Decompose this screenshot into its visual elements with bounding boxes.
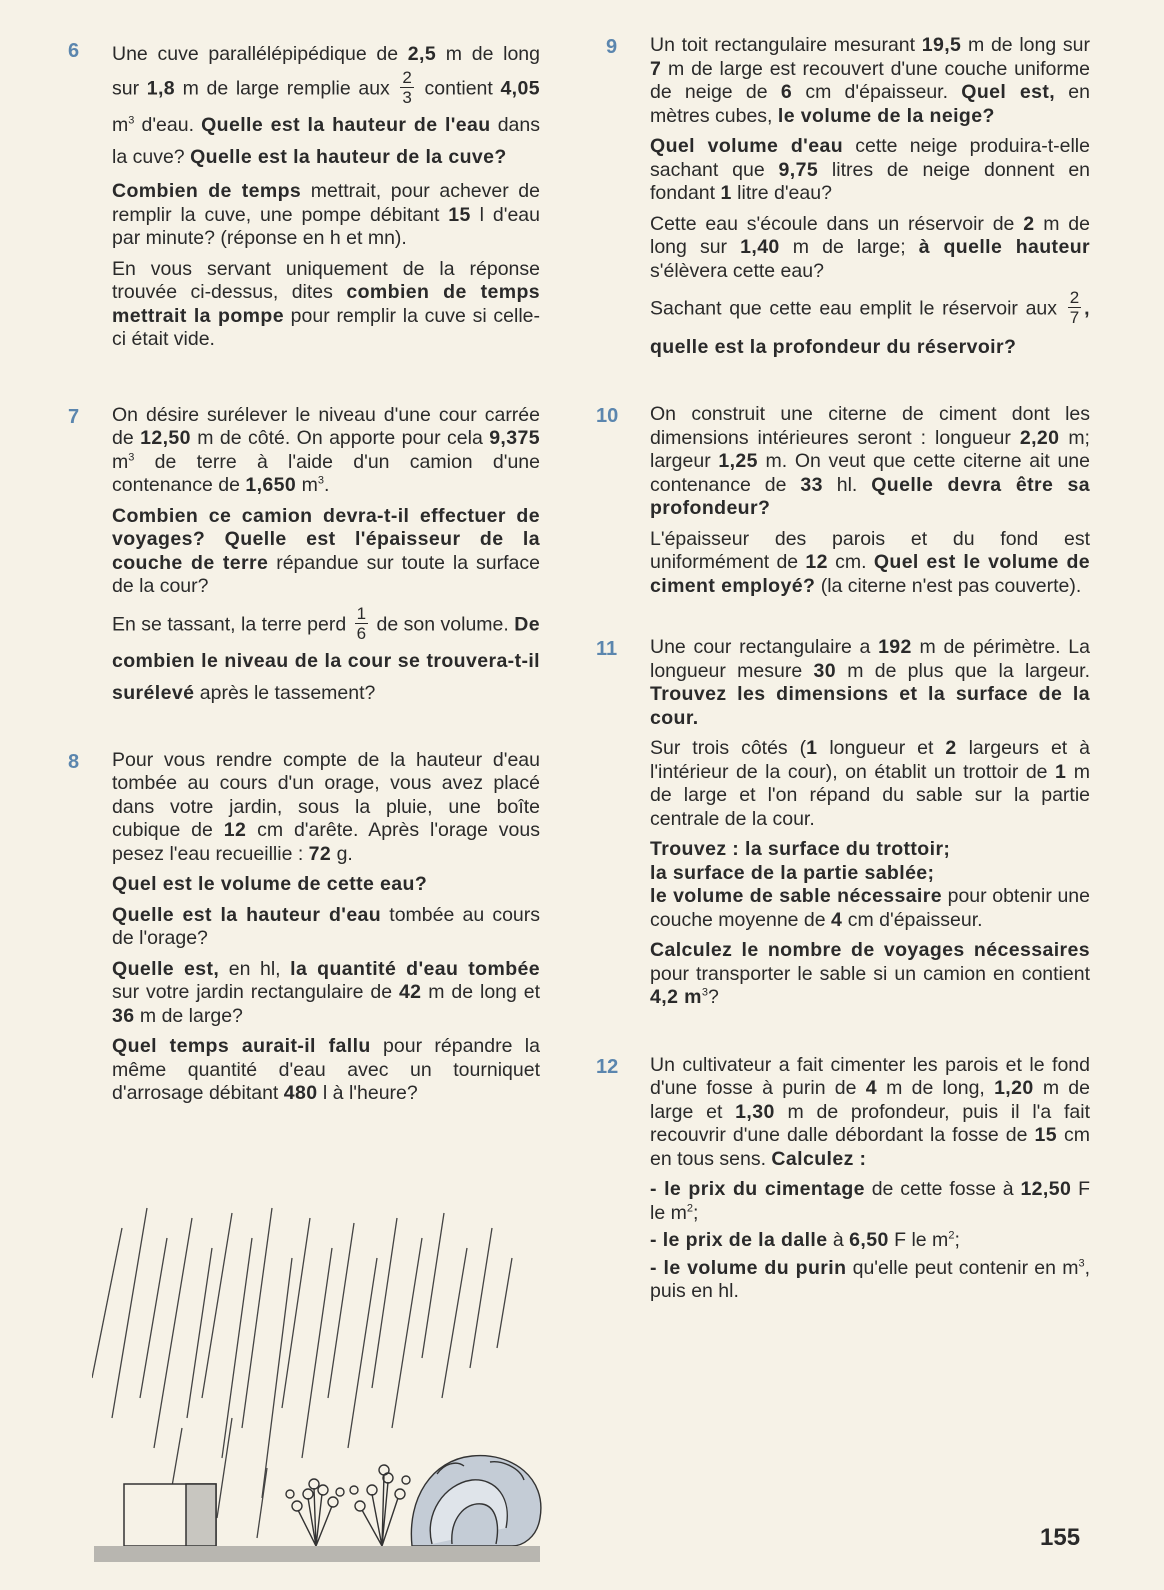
ground [94,1546,540,1562]
problem-paragraph: Sachant que cette eau emplit le réservoir aux $\frac{2}{7}$ , quelle est la profondeur du réservoir? [650,288,1090,358]
problem-number: 12 [596,1055,619,1078]
problem-paragraph: Une cour rectangulaire a 192 m de périmètre. La longueur mesure 30 m de plus que la largeur. Trouvez les dimensions et la surface de la cour. [650,636,1090,729]
problem-bullet: - le prix de la dalle à 6,50 F le $m^2$; [650,1229,960,1251]
page-number: 155 [1040,1524,1081,1551]
problem-number: 6 [68,40,80,62]
plant-2 [350,1465,410,1546]
problem-12 [596,1053,1090,1304]
cubic-box [124,1484,216,1546]
plant-1 [286,1479,344,1546]
problem-paragraph: Un toit rectangulaire mesurant 19,5 m de long sur 7 m de large est recouvert d'une couche uniforme de neige de 6 cm d'épaisseur. Quel est, en mètres cubes, le volume de la neige? [650,34,1090,127]
problem-9 [600,34,1090,365]
problem-paragraph: Une cuve parallélépipédique de 2,5 m de long sur 1,8 m de large remplie aux $\frac{2}{3}$ contient 4,05 $m^3$ d'eau. Quelle est la hauteur de l'eau dans la cuve? Quelle est la hauteur de la cuve? [112,43,540,168]
problem-paragraph: Trouvez : la surface du trottoir; la surface de la partie sablée; le volume de sable nécessaire pour obtenir une couche moyenne de 4 cm d'épaisseur. [650,838,1090,931]
problem-number: 11 [596,638,618,660]
problem-bullet: - le prix du cimentage de cette fosse à 12,50 F le $m^2$; [650,1178,1090,1224]
problem-paragraph: L'épaisseur des parois et du fond est uniformément de 12 cm. Quel est le volume de ciment employé? (la citerne n'est pas couverte). [650,527,1091,597]
problem-paragraph: Un cultivateur a fait cimenter les parois et le fond d'une fosse à purin de 4 m de long, 1,20 m de large et 1,30 m de profondeur, puis il l'a fait recouvrir d'une dalle débordant la fosse de 15 cm en tous sens. Calculez : [650,1053,1090,1170]
problem-paragraph: Quel temps aurait-il fallu pour répandre la même quantité d'eau avec un tourniquet d'arrosage débitant 480 l à l'heure? [112,1035,540,1104]
cabbage [411,1456,541,1546]
problem-paragraph: Pour vous rendre compte de la hauteur d'eau tombée au cours d'un orage, vous avez placé dans votre jardin, sous la pluie, une boîte cubique de 12 cm d'arête. Après l'orage vous pesez l'eau recueillie : 72 g. [112,748,540,865]
problem-bullet: - le volume du purin qu'elle peut contenir en $m^3$, puis en hl. [650,1256,1090,1302]
problem-number: 7 [68,405,80,428]
rain-garden-illustration [92,1198,552,1578]
problem-paragraph: Combien de temps mettrait, pour achever de remplir la cuve, une pompe débitant 15 l d'eau par minute? (réponse en h et mn). [112,180,541,249]
problem-paragraph: Quel volume d'eau cette neige produira-t-elle sachant que 9,75 litres de neige donnent en fondant 1 litre d'eau? [650,135,1091,204]
problem-number: 9 [606,36,618,58]
problem-number: 10 [596,405,619,427]
right-column [596,34,1091,1308]
problem-paragraph: On construit une citerne de ciment dont les dimensions intérieures seront : longueur 2,20 m; largeur 1,25 m. On veut que cette citerne ait une contenance de 33 hl. Quelle devra être sa profondeur? [650,403,1091,519]
problem-paragraph: Calculez le nombre de voyages nécessaires pour transporter le sable si un camion en contient 4,2 $m^3$? [650,939,1090,1008]
problem-paragraph: Quelle est, en hl, la quantité d'eau tombée sur votre jardin rectangulaire de 42 m de long et 36 m de large? [112,957,540,1027]
fraction: $\frac{2}{7}$ [1069,288,1080,327]
problem-11 [596,636,1091,1010]
problem-paragraph: Combien ce camion devra-t-il effectuer de voyages? Quelle est l'épaisseur de la couche de terre répandue sur toute la surface de la cour? [112,504,540,597]
problem-paragraph: Cette eau s'écoule dans un réservoir de 2 m de long sur 1,40 m de large; à quelle hauteur s'élèvera cette eau? [650,212,1090,282]
problem-10 [596,403,1091,598]
problem-paragraph: Sur trois côtés (1 longueur et 2 largeurs et à l'intérieur de la cour), on établit un trottoir de 1 m de large et l'on répand du sable sur la partie centrale de la cour. [650,737,1091,830]
problem-paragraph: En se tassant, la terre perd $\frac{1}{6}$ de son volume. De combien le niveau de la cour se trouvera-t-il surélevé après le tassement? [112,603,540,704]
problem-number: 8 [68,750,80,773]
problem-paragraph: Quel est le volume de cette eau? [112,873,428,895]
left-column [62,34,540,1113]
problem-paragraph: Quelle est la hauteur d'eau tombée au cours de l'orage? [112,903,540,949]
problem-8 [62,749,540,1106]
fraction: $\frac{1}{6}$ [356,603,367,643]
problem-paragraph: On désire surélever le niveau d'une cour carrée de 12,50 m de côté. On apporte pour cela 9,375 $m^3$ de terre à l'aide d'un camion d'une contenance de 1,650 $m^3$. [112,403,540,496]
problem-7 [62,404,540,709]
problem-6 [62,38,540,352]
fraction: $\frac{2}{3}$ [402,68,412,107]
problem-paragraph: En vous servant uniquement de la réponse trouvée ci-dessus, dites combien de temps mettrait la pompe pour remplir la cuve si celle-ci était vide. [112,257,540,350]
